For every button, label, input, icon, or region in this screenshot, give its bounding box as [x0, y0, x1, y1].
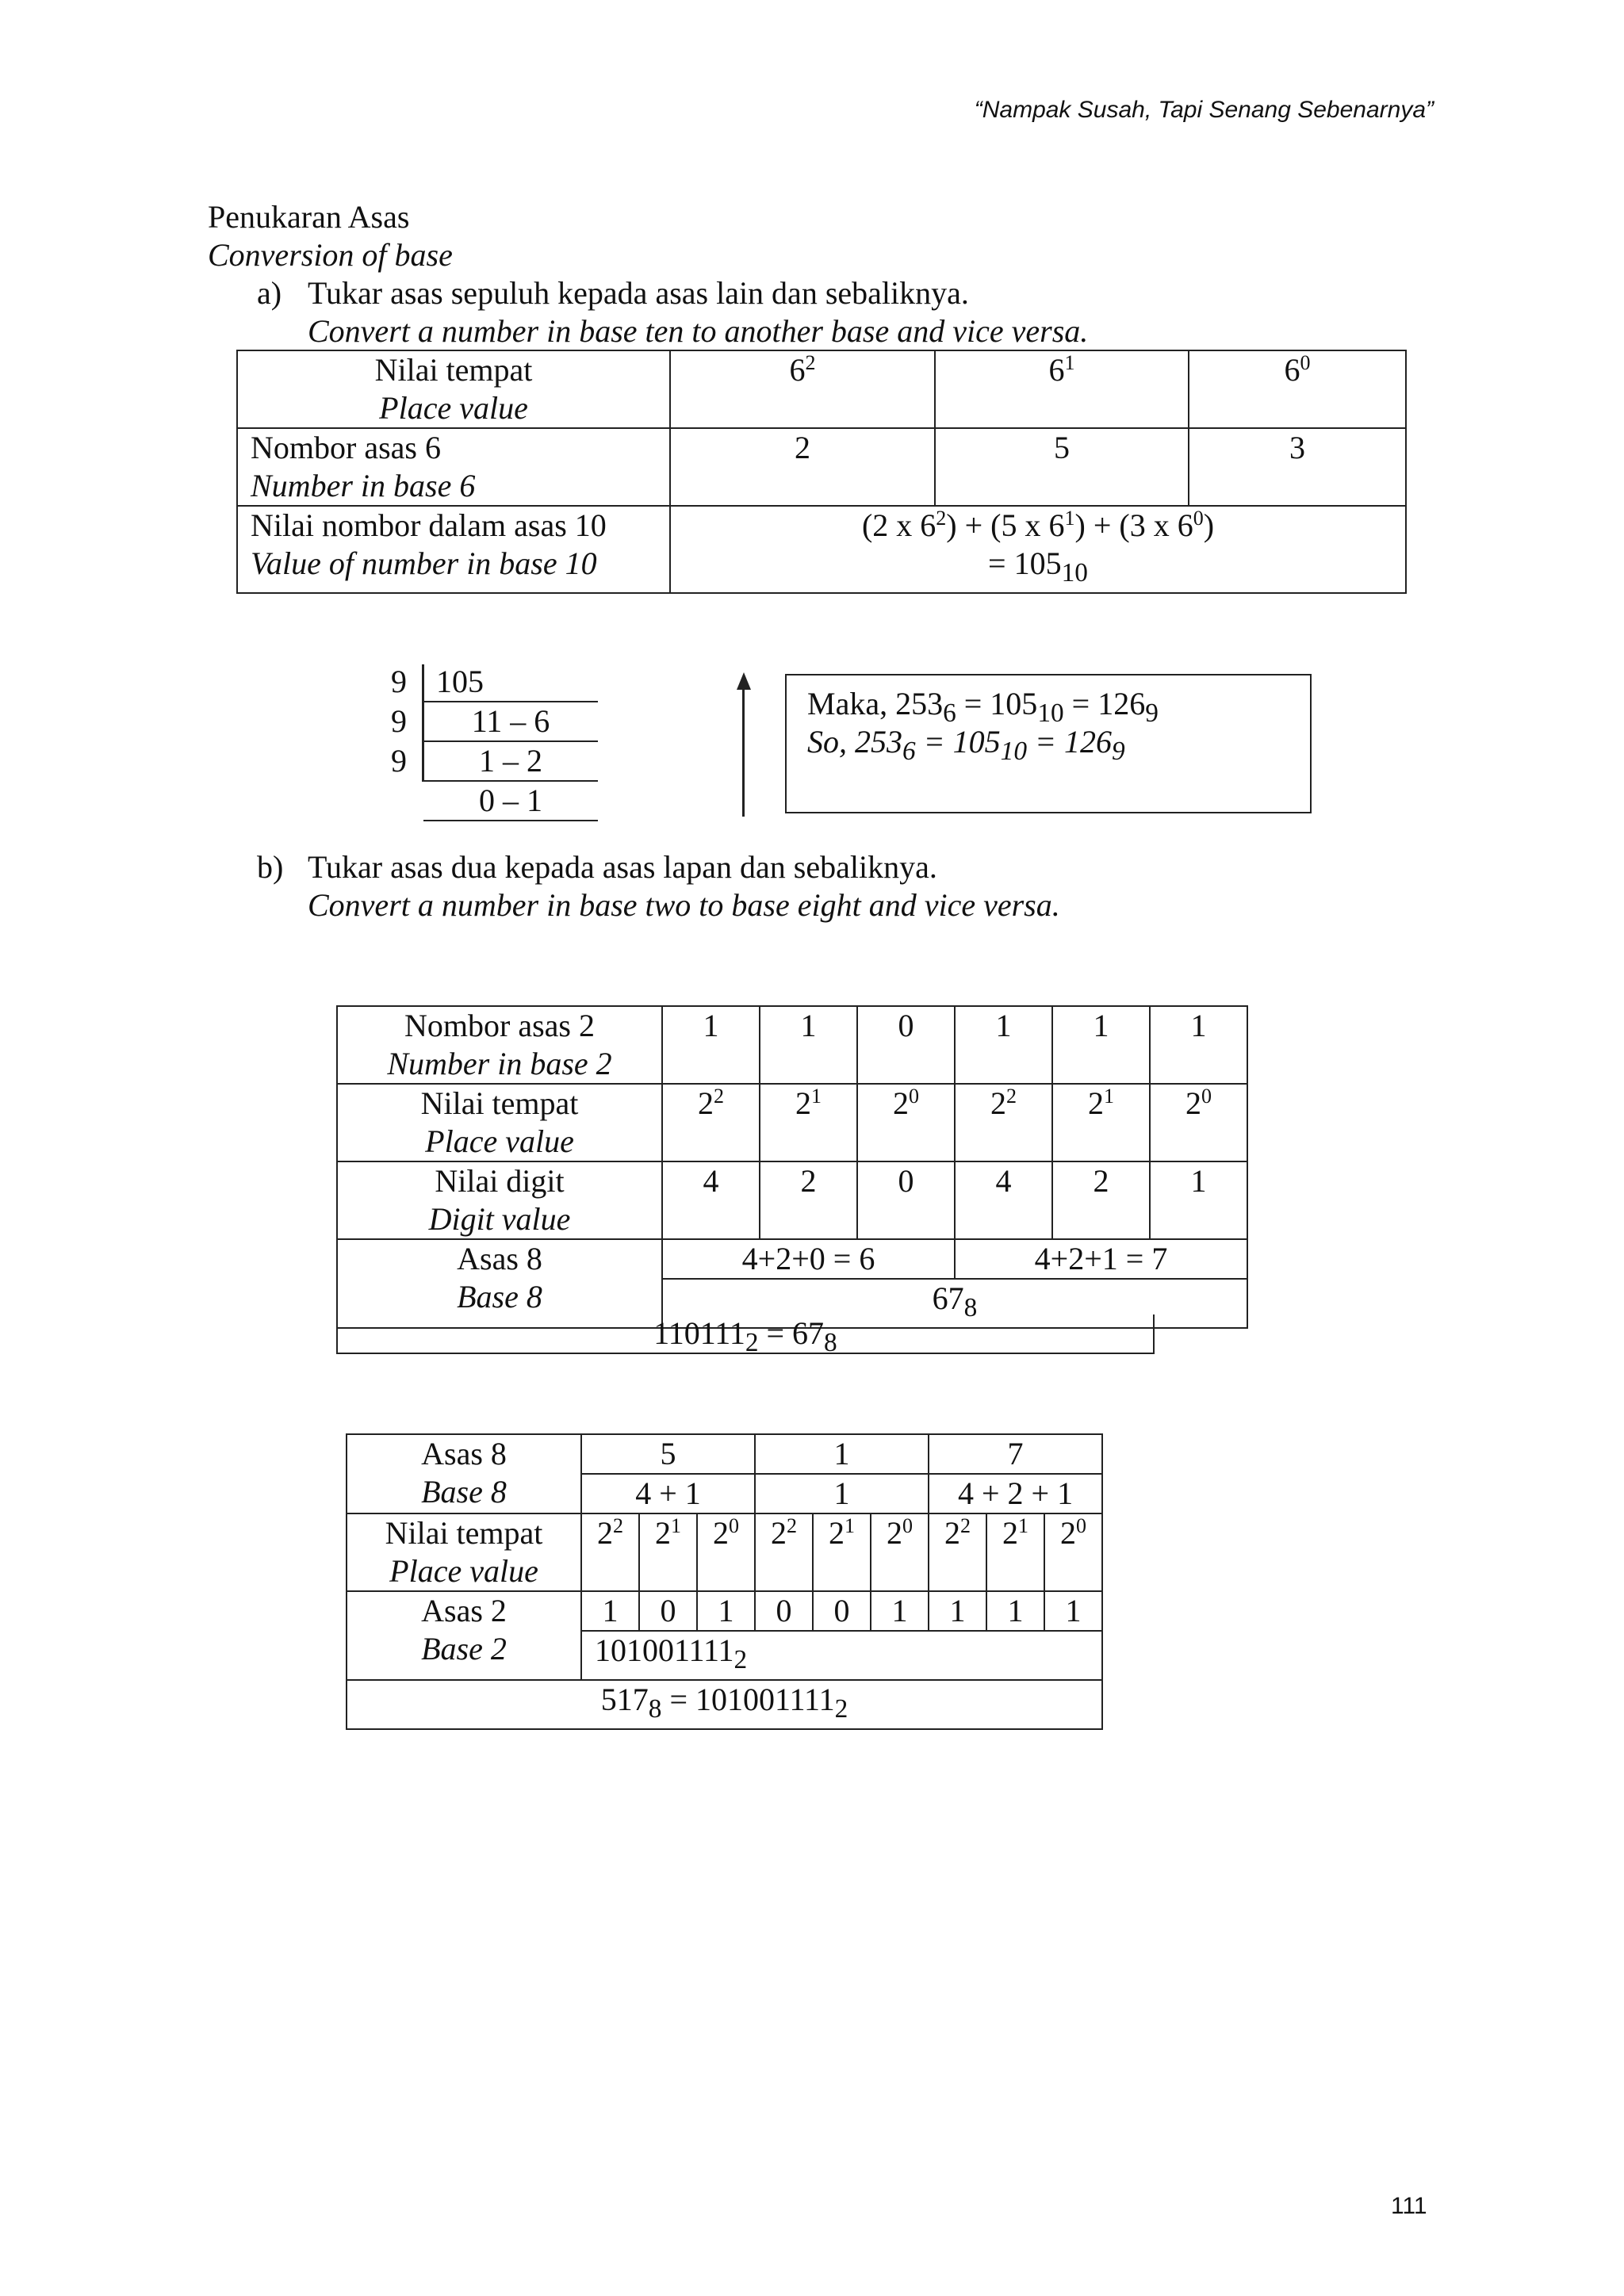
- bit-cell: 0: [755, 1591, 813, 1631]
- label-english: Number in base 2: [387, 1046, 612, 1081]
- table-row: [337, 1239, 1247, 1279]
- exponent: 2: [613, 1514, 623, 1537]
- base-text: 2: [887, 1515, 903, 1551]
- base-subscript: 9: [1145, 698, 1159, 728]
- expr-text: ) + (5 x 6: [946, 507, 1065, 543]
- section-a-english: Convert a number in base ten to another base and vice versa.: [308, 313, 1089, 349]
- base-text: 6: [789, 352, 806, 388]
- bit-cell: 1: [697, 1591, 755, 1631]
- exponent: 2: [1006, 1085, 1017, 1108]
- table-cell: 1: [1052, 1006, 1150, 1084]
- label-english: Base 8: [457, 1279, 542, 1314]
- table-row: [347, 1680, 1102, 1729]
- result-text: 517: [600, 1682, 649, 1717]
- bit-cell: 1: [929, 1591, 986, 1631]
- table-cell: [929, 1513, 986, 1591]
- exponent: 0: [1201, 1085, 1212, 1108]
- table-cell: [986, 1513, 1044, 1591]
- label-malay: Nombor asas 6: [251, 430, 441, 465]
- label-malay: Nilai nombor dalam asas 10: [251, 507, 607, 543]
- table-cell: 4: [662, 1161, 760, 1239]
- exponent: 1: [845, 1514, 856, 1537]
- table2-footer: [336, 1314, 1155, 1357]
- exponent: 1: [1104, 1085, 1114, 1108]
- base-subscript: 2: [745, 1328, 759, 1357]
- table-cell: 2: [760, 1161, 857, 1239]
- label-english: Place value: [389, 1553, 538, 1589]
- base-text: 2: [893, 1085, 909, 1121]
- exponent: 1: [1064, 507, 1075, 530]
- base-text: 2: [1088, 1085, 1104, 1121]
- table-cell: [760, 1084, 857, 1161]
- base-text: 2: [1060, 1515, 1077, 1551]
- label-malay: Nilai tempat: [420, 1085, 579, 1121]
- label-english: Place value: [379, 390, 528, 426]
- result-line-english: [807, 723, 1125, 771]
- bit-cell: 1: [1044, 1591, 1102, 1631]
- exponent: 0: [902, 1514, 914, 1537]
- exponent: 0: [1076, 1514, 1087, 1537]
- label-malay: Nilai tempat: [385, 1515, 543, 1551]
- result-text: = 67: [758, 1315, 825, 1351]
- section-a-malay: Tukar asas sepuluh kepada asas lain dan sebaliknya.: [308, 275, 969, 311]
- table-row: [337, 1084, 1247, 1161]
- row-label: [337, 1006, 662, 1084]
- table-cell: 1: [662, 1006, 760, 1084]
- base-text: 2: [713, 1515, 729, 1551]
- title-english: Conversion of base: [208, 237, 453, 273]
- exponent: 1: [1018, 1514, 1029, 1537]
- base-text: 2: [1185, 1085, 1201, 1121]
- table-cell: 0: [857, 1006, 955, 1084]
- divisor: 9: [391, 703, 407, 739]
- result-text: 101001111: [595, 1632, 734, 1668]
- bit-cell: 0: [639, 1591, 697, 1631]
- base-subscript: 10: [1000, 737, 1027, 766]
- row-label: [347, 1591, 581, 1680]
- result-text: So, 253: [807, 724, 902, 760]
- label-malay: Nilai tempat: [374, 352, 533, 388]
- section-b-malay: Tukar asas dua kepada asas lapan dan sebaliknya.: [308, 849, 937, 885]
- table-cell: 5: [935, 428, 1189, 506]
- result-text: 67: [932, 1280, 964, 1316]
- table-row: [337, 1161, 1247, 1239]
- table-cell: [857, 1084, 955, 1161]
- table-cell: [871, 1513, 929, 1591]
- row-label: [237, 350, 670, 428]
- section-b-english: Convert a number in base two to base eight and vice versa.: [308, 887, 1060, 923]
- octal-digit: 5: [581, 1434, 755, 1474]
- table-cell: [670, 350, 935, 428]
- table-cell: [755, 1513, 813, 1591]
- exponent: 0: [1300, 351, 1311, 374]
- table-cell: 3: [1189, 428, 1406, 506]
- base-subscript: 8: [648, 1694, 662, 1724]
- table-cell: [955, 1084, 1052, 1161]
- table-row: [347, 1434, 1102, 1474]
- row-label: [237, 506, 670, 593]
- table-cell: [1052, 1084, 1150, 1161]
- result-text: 110111: [653, 1315, 745, 1351]
- result-box: [785, 674, 1312, 813]
- result-text: = 105: [915, 724, 1001, 760]
- ladder-rule: [423, 820, 598, 821]
- table-cell: [662, 1084, 760, 1161]
- section-b-label: b): [257, 849, 284, 885]
- table-row: [237, 428, 1406, 506]
- section-a-label: a): [257, 275, 282, 311]
- ladder-rule: [423, 701, 598, 702]
- label-english: Place value: [425, 1123, 574, 1159]
- label-malay: Asas 2: [421, 1593, 507, 1628]
- base-subscript: 10: [1037, 698, 1064, 728]
- table-cell: 1: [1150, 1006, 1247, 1084]
- combined-result: [581, 1631, 1102, 1680]
- base8-to-base2-table: [346, 1433, 1103, 1730]
- label-english: Base 2: [421, 1631, 507, 1667]
- base-subscript: 8: [963, 1293, 978, 1322]
- table-cell: [1189, 350, 1406, 428]
- exponent: 0: [1193, 507, 1204, 530]
- base-text: 2: [1002, 1515, 1019, 1551]
- table-cell: [1044, 1513, 1102, 1591]
- base-subscript: 6: [943, 698, 956, 728]
- divisor: 9: [391, 743, 407, 779]
- base-text: 2: [771, 1515, 787, 1551]
- result-text: = 126: [1027, 724, 1112, 760]
- table-cell: 2: [1052, 1161, 1150, 1239]
- bit-cell: 0: [813, 1591, 871, 1631]
- octal-sum: 4 + 1: [581, 1474, 755, 1513]
- table-cell: [935, 350, 1189, 428]
- exponent: 1: [1064, 351, 1075, 374]
- table-cell: [813, 1513, 871, 1591]
- bit-cell: 1: [986, 1591, 1044, 1631]
- base-text: 2: [698, 1085, 714, 1121]
- group-sum: 4+2+1 = 7: [955, 1239, 1247, 1279]
- expr-text: ) + (3 x 6: [1074, 507, 1193, 543]
- ladder-value: 0 – 1: [479, 783, 542, 818]
- label-english: Digit value: [428, 1201, 571, 1237]
- bit-cell: 1: [871, 1591, 929, 1631]
- ladder-value: 11 – 6: [471, 703, 550, 739]
- row-label: [347, 1513, 581, 1591]
- table-cell: 1: [955, 1006, 1052, 1084]
- table-cell: 0: [857, 1161, 955, 1239]
- expr-text: ): [1203, 507, 1215, 543]
- base-text: 2: [795, 1085, 811, 1121]
- base-text: 2: [597, 1515, 613, 1551]
- exponent: 2: [805, 351, 816, 374]
- exponent: 1: [811, 1085, 822, 1108]
- base-subscript: 10: [1061, 558, 1088, 587]
- title-malay: Penukaran Asas: [208, 199, 410, 235]
- base-text: 6: [1048, 352, 1065, 388]
- expr-text: (2 x 6: [861, 507, 936, 543]
- exponent: 1: [671, 1514, 681, 1537]
- expansion-expression: [671, 507, 1405, 545]
- expansion-cell: [670, 506, 1406, 593]
- divisor: 9: [391, 664, 407, 699]
- ladder-value: 1 – 2: [479, 743, 542, 779]
- exponent: 2: [960, 1514, 971, 1537]
- result-text: = 101001111: [661, 1682, 835, 1717]
- table-cell: [581, 1513, 639, 1591]
- header-quote: “Nampak Susah, Tapi Senang Sebenarnya”: [974, 97, 1434, 123]
- base-text: 2: [990, 1085, 1006, 1121]
- place-value-table-base6: [236, 350, 1407, 594]
- base-text: 2: [655, 1515, 671, 1551]
- label-malay: Nombor asas 2: [404, 1008, 595, 1043]
- expansion-result: [671, 545, 1405, 592]
- label-malay: Nilai digit: [435, 1163, 565, 1199]
- octal-sum: 4 + 2 + 1: [929, 1474, 1102, 1513]
- base-subscript: 6: [902, 737, 916, 766]
- base-subscript: 2: [733, 1645, 748, 1674]
- base-text: 2: [944, 1515, 961, 1551]
- table-cell: [697, 1513, 755, 1591]
- table-row: [237, 506, 1406, 593]
- table-cell: [639, 1513, 697, 1591]
- exponent: 0: [729, 1514, 739, 1537]
- row-label: [337, 1161, 662, 1239]
- ladder-rule: [423, 780, 598, 782]
- label-english: Number in base 6: [251, 468, 476, 503]
- result-text: = 105: [988, 545, 1062, 581]
- exponent: 2: [936, 507, 947, 530]
- label-malay: Asas 8: [421, 1436, 507, 1471]
- ladder-rule: [423, 740, 598, 742]
- row-label: [237, 428, 670, 506]
- base-text: 2: [829, 1515, 845, 1551]
- base-text: 6: [1284, 352, 1300, 388]
- arrow-shaft: [742, 687, 745, 817]
- result-text: Maka, 253: [807, 686, 944, 721]
- table-row: [347, 1513, 1102, 1591]
- table-cell: 2: [670, 428, 935, 506]
- table-cell: [1150, 1084, 1247, 1161]
- table-row: [337, 1006, 1247, 1084]
- ladder-value: 105: [436, 664, 484, 699]
- page-number: 111: [1391, 2193, 1427, 2219]
- table-row: [347, 1591, 1102, 1631]
- octal-digit: 7: [929, 1434, 1102, 1474]
- table3-footer: [347, 1680, 1102, 1729]
- row-label: [347, 1434, 581, 1513]
- base-subscript: 2: [834, 1694, 848, 1724]
- group-sum: 4+2+0 = 6: [662, 1239, 955, 1279]
- exponent: 2: [787, 1514, 798, 1537]
- octal-digit: 1: [755, 1434, 929, 1474]
- bit-cell: 1: [581, 1591, 639, 1631]
- base2-to-base8-table: [336, 1005, 1248, 1329]
- label-english: Value of number in base 10: [251, 545, 597, 581]
- row-label: [337, 1084, 662, 1161]
- octal-sum: 1: [755, 1474, 929, 1513]
- table-cell: 1: [760, 1006, 857, 1084]
- base-subscript: 8: [824, 1328, 837, 1357]
- result-text: = 126: [1063, 686, 1146, 721]
- result-text: = 105: [956, 686, 1038, 721]
- exponent: 2: [714, 1085, 724, 1108]
- exponent: 0: [909, 1085, 919, 1108]
- base-subscript: 9: [1112, 737, 1125, 766]
- table-row: [237, 350, 1406, 428]
- table-cell: 4: [955, 1161, 1052, 1239]
- label-malay: Asas 8: [457, 1241, 542, 1276]
- table-cell: 1: [1150, 1161, 1247, 1239]
- label-english: Base 8: [421, 1474, 507, 1510]
